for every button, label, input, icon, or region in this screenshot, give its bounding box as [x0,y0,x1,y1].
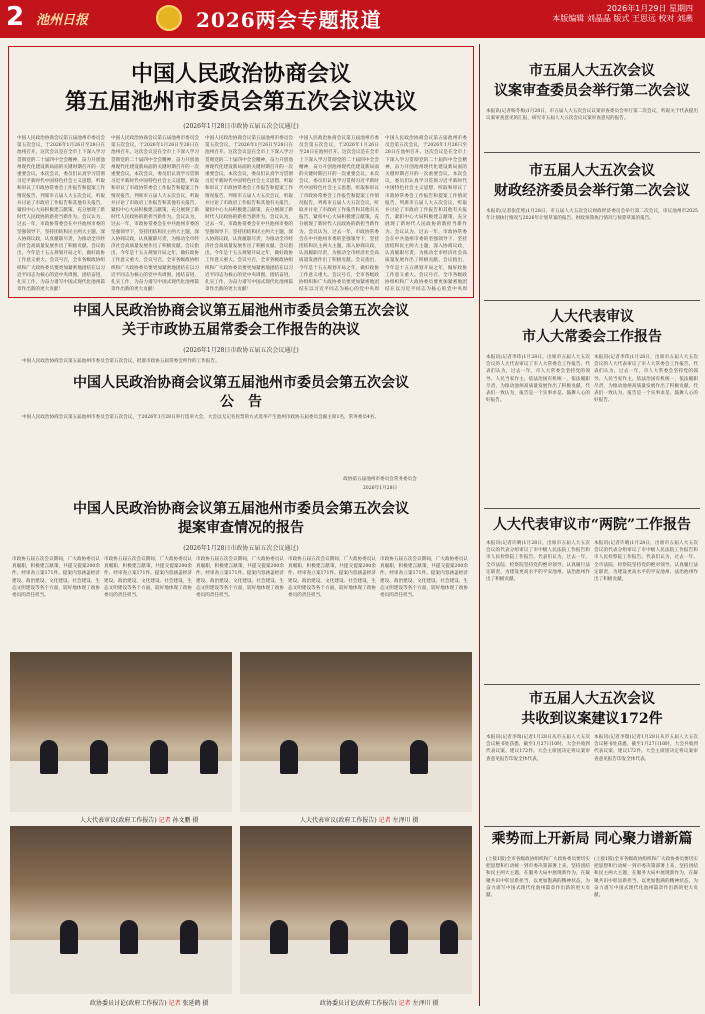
page-number: 2 [6,2,25,32]
a4-body-col1: 本报讯(记者许晴)1月28日，出席市五届人大五次会议的代表分组审议了市中级人民法院工作报告和市人民检察院工作报告。代表们认为，过去一年，全市法院、检察院坚持党的绝对领导，认真履行法定职责，为建设更高水平的平安池州、法治池州作出了积极贡献。 [486,541,590,583]
notice-title-line1: 中国人民政治协商会议第五届池州市委员会第五次会议 [73,375,409,391]
photo4-credit-label: 记者 [398,1000,411,1007]
photo1-caption [80,815,198,824]
main-body-col3: 中国人民政治协商会议第五届池州市委员会第五次会议，于2026年1月26日至28日在池州召开。这次会议是在全市上下深入学习贯彻党的二十届四中全会精神，奋力开创池州现代化建设新局面的关键时期召开的一次重要会议。本次会议，委员们认真学习贯彻习近平新时代中国特色社会主义思想，听取和审议了市政协常委会工作报告和提案工作情况报告，列席市五届人大五次会议，听取并讨论了市政府工作报告和其他有关报告，紧扣中心大局积极建言献策，充分展现了新时代人民政协的新担当新作为。会议认为，过去一年，市政协常委会在中共池州市委的坚强领导下，坚持团结和民主两大主题，深入协商议政，认真履职尽责，为推动全市经济社会高质量发展作出了积极贡献。会议指出，今年是十五五规划开局之年，做好政协工作意义重大。会议号召，全市各级政协组织和广大政协委员要更加紧密地团结在以习近平同志为核心的党中央周围，团结奋进，扎实工作，为奋力谱写中国式现代化池州篇章作出新的更大贡献！ [205,136,293,293]
notice-body: 中国人民政治协商会议第五届池州市委员会第五次会议，于2026年1月28日举行选举大会，大会以无记名投票的方式选举产生池州市政协五届委员会副主席1名，常务委员4名。 [22,415,380,420]
separator [484,300,700,301]
main-title-line2: 第五届池州市委员会第五次会议决议 [64,89,417,115]
res3-col3: 市政协五届五次会议期间，广大政协委员认真履职，积极建言献策，共提交提案200余件，经审查立案171件。提案内容涵盖经济建设、政治建设、文化建设、社会建设、生态文明建设等各个方面，较好地体现了政协委员的责任担当。 [196,557,284,599]
photo3-credit-label: 记者 [168,1000,181,1007]
res3-title-line2: 提案审查情况的报告 [178,520,304,536]
a2-title-line1: 市五届人大五次会议 [529,163,655,179]
res3-col4: 市政协五届五次会议期间，广大政协委员认真履职，积极建言献策，共提交提案200余件，经审查立案171件。提案内容涵盖经济建设、政治建设、文化建设、社会建设、生态文明建设等各个方面，较好地体现了政协委员的责任担当。 [288,557,376,599]
a3-body-col2: 本报讯(记者李玮)1月28日，出席市五届人大五次会议的人大代表审议了市人大常委会工作报告。代表们认为，过去一年，市人大常委会坚持党的领导、人民当家作主、依法治国有机统一，依法履职尽责，为推动池州高质量发展作出了积极贡献。代表们一致认为，报告是一个实事求是、鼓舞人心的好报告。 [594,355,698,404]
photo2-caption [300,815,418,824]
separator [484,152,700,153]
notice-date: 2026年1月28日 [362,486,398,491]
main-body-col1: 中国人民政治协商会议第五届池州市委员会第五次会议，于2026年1月26日至28日在池州召开。这次会议是在全市上下深入学习贯彻党的二十届四中全会精神，奋力开创池州现代化建设新局面的关键时期召开的一次重要会议。本次会议，委员们认真学习贯彻习近平新时代中国特色社会主义思想，听取和审议了市政协常委会工作报告和提案工作情况报告，列席市五届人大五次会议，听取并讨论了市政府工作报告和其他有关报告，紧扣中心大局积极建言献策，充分展现了新时代人民政协的新担当新作为。会议认为，过去一年，市政协常委会在中共池州市委的坚强领导下，坚持团结和民主两大主题，深入协商议政，认真履职尽责，为推动全市经济社会高质量发展作出了积极贡献。会议指出，今年是十五五规划开局之年，做好政协工作意义重大。会议号召，全市各级政协组织和广大政协委员要更加紧密地团结在以习近平同志为核心的党中央周围，团结奋进，扎实工作，为奋力谱写中国式现代化池州篇章作出新的更大贡献！ [17,136,105,293]
section-title: 2026两会专题报道 [196,8,382,32]
a6-body-col2: (上接1版)全市各级政协组织和广大政协委员要切实把思想和行动统一到市委决策部署上来，坚持团结和民主两大主题，在服务大局中展现新作为，在凝聚共识中彰显新担当，以更加饱满的精神状态，为奋力谱写中国式现代化池州篇章作出新的更大贡献。 [594,857,698,899]
paper-logo: 池州日报 [36,13,89,28]
res2-subtitle: (2026年1月28日市政协五届五次会议通过) [183,347,299,354]
res3-subtitle: (2026年1月28日市政协五届五次会议通过) [183,545,299,552]
a5-body-col1: 本报讯(记者李瑞)记者1月28日从市五届人大五次会议秘书处获悉，截至1月27日10时，大会共收到代表议案、建议172件。大会主席团决定将议案审查意见报告印发全体代表。 [486,735,590,762]
photo2-credit-name: 左泽川 摄 [392,817,419,824]
photo-people-congress-2 [240,652,472,812]
editor-line: 本版编辑 刘晶晶 版式 王思远 校对 刘燕 [552,14,693,23]
a5-body-col2: 本报讯(记者李瑞)记者1月28日从市五届人大五次会议秘书处获悉，截至1月27日10时，大会共收到代表议案、建议172件。大会主席团决定将议案审查意见报告印发全体代表。 [594,735,698,762]
notice-title-line2: 公 告 [220,394,262,410]
photo3-caption-text: 政协委员讨论(政府工作报告) [90,1000,167,1007]
a3-title-line2: 市人大常委会工作报告 [522,329,662,345]
photo3-credit-name: 张延鹤 摄 [182,1000,209,1007]
res2-title-line2: 关于市政协五届常委会工作报告的决议 [122,322,360,338]
photo2-caption-text: 人大代表审议(政府工作报告) [300,817,377,824]
masthead-bar [0,0,705,38]
res2-body: 中国人民政治协商会议第五届池州市委员会第五次会议，批准市政协五届常委会所作的工作报告。 [22,359,220,364]
res3-col1: 市政协五届五次会议期间，广大政协委员认真履职，积极建言献策，共提交提案200余件，经审查立案171件。提案内容涵盖经济建设、政治建设、文化建设、社会建设、生态文明建设等各个方面，较好地体现了政协委员的责任担当。 [12,557,100,599]
photo4-credit-name: 左泽川 摄 [412,1000,439,1007]
a6-title: 乘势而上开新局 同心聚力谱新篇 [491,831,693,847]
photo-cppcc-2 [240,826,472,994]
cppcc-emblem-icon [156,5,182,31]
a5-title-line2: 共收到议案建议172件 [521,711,663,727]
notice-signature: 政协第五届池州市委员会常务委员会 [343,477,417,482]
main-body-col4: 中国人民政治协商会议第五届池州市委员会第五次会议，于2026年1月26日至28日在池州召开。这次会议是在全市上下深入学习贯彻党的二十届四中全会精神，奋力开创池州现代化建设新局面的关键时期召开的一次重要会议。本次会议，委员们认真学习贯彻习近平新时代中国特色社会主义思想，听取和审议了市政协常委会工作报告和提案工作情况报告，列席市五届人大五次会议，听取并讨论了市政府工作报告和其他有关报告，紧扣中心大局积极建言献策，充分展现了新时代人民政协的新担当新作为。会议认为，过去一年，市政协常委会在中共池州市委的坚强领导下，坚持团结和民主两大主题，深入协商议政，认真履职尽责，为推动全市经济社会高质量发展作出了积极贡献。会议指出，今年是十五五规划开局之年，做好政协工作意义重大。会议号召，全市各级政协组织和广大政协委员要更加紧密地团结在以习近平同志为核心的党中央周 [299,136,379,293]
date-info [552,4,693,24]
photo1-credit-name: 孙文鹏 摄 [172,817,199,824]
separator [484,508,700,509]
photo-cppcc-1 [10,826,232,994]
a1-title-line2: 议案审查委员会举行第二次会议 [494,83,690,99]
issue-date: 2026年1月29日 星期四 [606,4,693,13]
a2-body: 本报讯(记者张佳纯)1月28日，市五届人大五次会议财政经济委员会举行第二次会议，审议池州市2025年计划执行情况与2026年计划草案的报告、财政预算执行情况与预算草案的报告。 [486,209,698,222]
res3-col5: 市政协五届五次会议期间，广大政协委员认真履职，积极建言献策，共提交提案200余件，经审查立案171件。提案内容涵盖经济建设、政治建设、文化建设、社会建设、生态文明建设等各个方面，较好地体现了政协委员的责任担当。 [380,557,468,599]
main-resolution-box [8,46,474,298]
photo3-caption [90,998,208,1007]
photo1-credit-label: 记者 [158,817,171,824]
res3-title-line1: 中国人民政治协商会议第五届池州市委员会第五次会议 [73,501,409,517]
photo4-caption [320,998,438,1007]
a3-body-col1: 本报讯(记者李玮)1月28日，出席市五届人大五次会议的人大代表审议了市人大常委会工作报告。代表们认为，过去一年，市人大常委会坚持党的领导、人民当家作主、依法治国有机统一，依法履职尽责，为推动池州高质量发展作出了积极贡献。代表们一致认为，报告是一个实事求是、鼓舞人心的好报告。 [486,355,590,404]
main-title-line1: 中国人民政治协商会议 [130,61,351,87]
photo4-caption-text: 政协委员讨论(政府工作报告) [320,1000,397,1007]
a1-title-line1: 市五届人大五次会议 [529,63,655,79]
main-body-col2: 中国人民政治协商会议第五届池州市委员会第五次会议，于2026年1月26日至28日在池州召开。这次会议是在全市上下深入学习贯彻党的二十届四中全会精神，奋力开创池州现代化建设新局面的关键时期召开的一次重要会议。本次会议，委员们认真学习贯彻习近平新时代中国特色社会主义思想，听取和审议了市政协常委会工作报告和提案工作情况报告，列席市五届人大五次会议，听取并讨论了市政府工作报告和其他有关报告，紧扣中心大局积极建言献策，充分展现了新时代人民政协的新担当新作为。会议认为，过去一年，市政协常委会在中共池州市委的坚强领导下，坚持团结和民主两大主题，深入协商议政，认真履职尽责，为推动全市经济社会高质量发展作出了积极贡献。会议指出，今年是十五五规划开局之年，做好政协工作意义重大。会议号召，全市各级政协组织和广大政协委员要更加紧密地团结在以习近平同志为核心的党中央周围，团结奋进，扎实工作，为奋力谱写中国式现代化池州篇章作出新的更大贡献！ [111,136,199,293]
res3-col2: 市政协五届五次会议期间，广大政协委员认真履职，积极建言献策，共提交提案200余件，经审查立案171件。提案内容涵盖经济建设、政治建设、文化建设、社会建设、生态文明建设等各个方面，较好地体现了政协委员的责任担当。 [104,557,192,599]
a4-title: 人大代表审议市“两院”工作报告 [492,517,692,533]
photo1-caption-text: 人大代表审议(政府工作报告) [80,817,157,824]
a2-title-line2: 财政经济委员会举行第二次会议 [494,183,690,199]
separator [484,684,700,685]
a3-title-line1: 人大代表审议 [550,309,634,325]
a5-title-line1: 市五届人大五次会议 [529,691,655,707]
a1-body: 本报讯(记者杨冬梅)1月28日，市五届人大五次会议议案审查委员会举行第二次会议，听取关于代表提出议案审查意见的汇报，研究市五届人大五次会议议案审查意见的报告。 [486,109,698,122]
res2-title-line1: 中国人民政治协商会议第五届池州市委员会第五次会议 [73,303,409,319]
photo-people-congress-1 [10,652,232,812]
column-divider [479,44,480,1006]
main-subtitle: (2026年1月28日市政协五届五次会议通过) [183,123,299,130]
main-body-col5: 中国人民政治协商会议第五届池州市委员会第五次会议，于2026年1月26日至28日在池州召开。这次会议是在全市上下深入学习贯彻党的二十届四中全会精神，奋力开创池州现代化建设新局面的关键时期召开的一次重要会议。本次会议，委员们认真学习贯彻习近平新时代中国特色社会主义思想，听取和审议了市政协常委会工作报告和提案工作情况报告，列席市五届人大五次会议，听取并讨论了市政府工作报告和其他有关报告，紧扣中心大局积极建言献策，充分展现了新时代人民政协的新担当新作为。会议认为，过去一年，市政协常委会在中共池州市委的坚强领导下，坚持团结和民主两大主题，深入协商议政，认真履职尽责，为推动全市经济社会高质量发展作出了积极贡献。会议指出，今年是十五五规划开局之年，做好政协工作意义重大。会议号召，全市各级政协组织和广大政协委员要更加紧密地团结在以习近平同志为核心的党中央周 [385,136,467,293]
a6-body-col1: (上接1版)全市各级政协组织和广大政协委员要切实把思想和行动统一到市委决策部署上来，坚持团结和民主两大主题，在服务大局中展现新作为，在凝聚共识中彰显新担当，以更加饱满的精神状态，为奋力谱写中国式现代化池州篇章作出新的更大贡献。 [486,857,590,899]
separator [484,826,700,827]
a4-body-col2: 本报讯(记者许晴)1月28日，出席市五届人大五次会议的代表分组审议了市中级人民法院工作报告和市人民检察院工作报告。代表们认为，过去一年，全市法院、检察院坚持党的绝对领导，认真履行法定职责，为建设更高水平的平安池州、法治池州作出了积极贡献。 [594,541,698,583]
photo2-credit-label: 记者 [378,817,391,824]
